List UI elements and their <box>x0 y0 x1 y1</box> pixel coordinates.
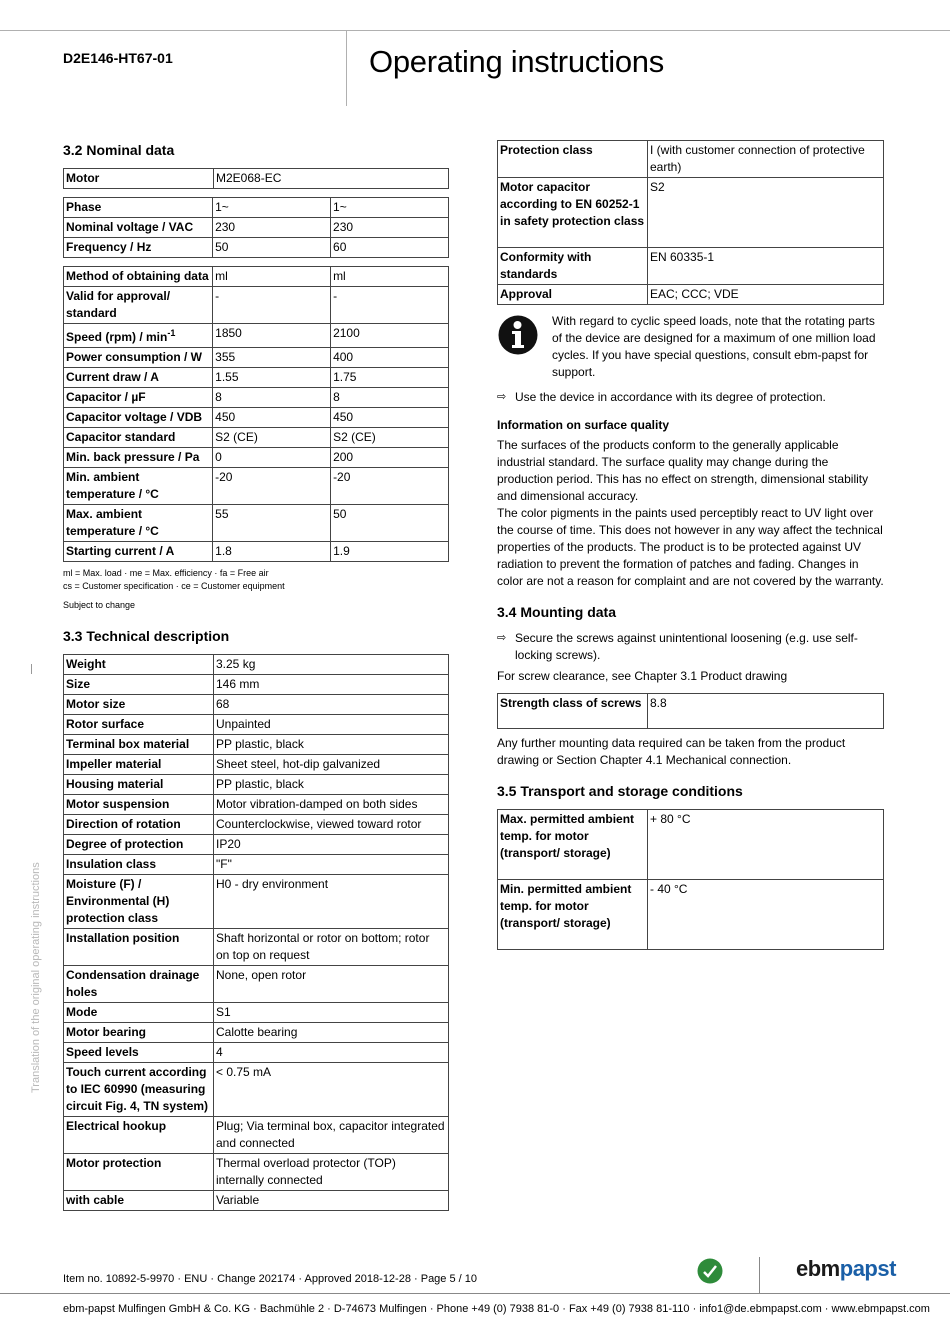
table-key: Min. ambient temperature / °C <box>64 468 213 505</box>
table-value: S2 (CE) <box>331 428 449 448</box>
arrow-bullet-icon: ⇨ <box>497 632 507 644</box>
table-value: ml <box>331 267 449 287</box>
table-row <box>64 218 449 238</box>
table-value: - 40 °C <box>648 880 884 950</box>
table-value: Thermal overload protector (TOP) internally connected <box>214 1154 449 1191</box>
table-key: Motor capacitor according to EN 60252-1 in safety protection class <box>498 178 648 248</box>
table-key: Moisture (F) / Environmental (H) protection class <box>64 875 214 929</box>
table-value: 1~ <box>331 198 449 218</box>
bullet-item <box>497 389 884 406</box>
table-value: 450 <box>213 408 331 428</box>
table-key: Electrical hookup <box>64 1117 214 1154</box>
bullet-text: Secure the screws against unintentional loosening (e.g. use self-locking screws). <box>515 631 858 662</box>
table-row <box>64 755 449 775</box>
surface-paragraph: The surfaces of the products conform to the generally applicable industrial standard. The surface quality may change during the production period. This has no effect on strength, dimensional stability and dimensional accuracy. <box>497 438 869 503</box>
table-value: 4 <box>214 1043 449 1063</box>
table-row <box>64 324 449 348</box>
table-row <box>64 267 449 287</box>
arrow-bullet-icon: ⇨ <box>497 391 507 403</box>
technical-table-continued <box>497 140 884 305</box>
abbreviation-notes <box>63 567 449 593</box>
table-key: Condensation drainage holes <box>64 966 214 1003</box>
table-value: Counterclockwise, viewed toward rotor <box>214 815 449 835</box>
table-key: Rotor surface <box>64 715 214 735</box>
table-row <box>64 428 449 448</box>
table-row <box>64 695 449 715</box>
table-value: 3.25 kg <box>214 655 449 675</box>
table-value: < 0.75 mA <box>214 1063 449 1117</box>
table-value: 8 <box>331 388 449 408</box>
ebmpapst-logo: ebmpapst <box>796 1256 896 1281</box>
table-key: Phase <box>64 198 213 218</box>
table-key: Current draw / A <box>64 368 213 388</box>
table-value: 1.55 <box>213 368 331 388</box>
table-key: Capacitor / µF <box>64 388 213 408</box>
table-key: Impeller material <box>64 755 214 775</box>
table-key: Direction of rotation <box>64 815 214 835</box>
table-row <box>498 285 884 305</box>
table-row <box>64 542 449 562</box>
technical-table <box>63 654 449 1211</box>
table-key: Approval <box>498 285 648 305</box>
table-value: Shaft horizontal or rotor on bottom; rotor on top on request <box>214 929 449 966</box>
table-value: None, open rotor <box>214 966 449 1003</box>
table-value: Calotte bearing <box>214 1023 449 1043</box>
table-value: -20 <box>213 468 331 505</box>
table-value: 450 <box>331 408 449 428</box>
table-key: Speed levels <box>64 1043 214 1063</box>
table-value: PP plastic, black <box>214 735 449 755</box>
table-value: 50 <box>213 238 331 258</box>
table-value: Motor vibration-damped on both sides <box>214 795 449 815</box>
table-value: 1850 <box>213 324 331 348</box>
table-row <box>64 715 449 735</box>
table-row <box>498 248 884 285</box>
surface-heading: Information on surface quality <box>497 418 670 432</box>
table-value: Unpainted <box>214 715 449 735</box>
table-value: 355 <box>213 348 331 368</box>
surface-paragraph: The color pigments in the paints used perceptibly react to UV light over the course of time. This does not however in any way affect the technical properties of the products. The product is to be protected against UV radiation to prevent the formation of patches and fading. Changes in color are not a reason for complaint and are not covered by the warranty. <box>497 506 884 588</box>
mounting-further-text: Any further mounting data required can be taken from the product drawing or Section Chapter 4.1 Mechanical connection. <box>497 736 846 767</box>
info-note <box>497 313 884 381</box>
table-key: Min. back pressure / Pa <box>64 448 213 468</box>
table-value: M2E068-EC <box>214 169 449 189</box>
table-key: Degree of protection <box>64 835 214 855</box>
table-key: Size <box>64 675 214 695</box>
section-heading-technical: 3.3 Technical description <box>63 628 230 644</box>
table-row <box>64 1117 449 1154</box>
table-key: with cable <box>64 1191 214 1211</box>
table-key: Weight <box>64 655 214 675</box>
table-row <box>64 1003 449 1023</box>
table-row <box>64 238 449 258</box>
table-value: 68 <box>214 695 449 715</box>
transport-table <box>497 809 884 950</box>
footer-rule <box>0 1293 950 1294</box>
table-key: Motor size <box>64 695 214 715</box>
table-value: - <box>331 287 449 324</box>
table-row <box>64 835 449 855</box>
left-column <box>63 142 449 1211</box>
table-value: 0 <box>213 448 331 468</box>
table-key: Max. permitted ambient temp. for motor (transport/ storage) <box>498 810 648 880</box>
table-key: Conformity with standards <box>498 248 648 285</box>
table-value: ml <box>213 267 331 287</box>
table-key: Min. permitted ambient temp. for motor (transport/ storage) <box>498 880 648 950</box>
table-key: Nominal voltage / VAC <box>64 218 213 238</box>
table-value: 146 mm <box>214 675 449 695</box>
table-value: + 80 °C <box>648 810 884 880</box>
table-key: Touch current according to IEC 60990 (measuring circuit Fig. 4, TN system) <box>64 1063 214 1117</box>
table-row <box>64 675 449 695</box>
table-row <box>64 468 449 505</box>
table-row <box>498 178 884 248</box>
table-key: Valid for approval/ standard <box>64 287 213 324</box>
info-text: With regard to cyclic speed loads, note that the rotating parts of the device are designed for a maximum of one million load cycles. If you have special questions, consult ebm-papst for support. <box>552 314 876 379</box>
section-heading-mounting: 3.4 Mounting data <box>497 604 616 620</box>
table-row <box>64 287 449 324</box>
table-row <box>64 408 449 428</box>
section-heading-transport: 3.5 Transport and storage conditions <box>497 783 743 799</box>
table-row <box>64 368 449 388</box>
table-value: 2100 <box>331 324 449 348</box>
table-row <box>64 1191 449 1211</box>
bullet-item <box>497 630 884 664</box>
table-value: 8.8 <box>648 694 884 729</box>
right-column <box>497 140 884 950</box>
document-id: D2E146-HT67-01 <box>63 50 173 66</box>
table-value: H0 - dry environment <box>214 875 449 929</box>
info-icon <box>498 315 538 355</box>
table-row <box>64 388 449 408</box>
table-value: -20 <box>331 468 449 505</box>
table-row <box>64 348 449 368</box>
table-value: 50 <box>331 505 449 542</box>
table-value: PP plastic, black <box>214 775 449 795</box>
table-value: 1~ <box>213 198 331 218</box>
table-row <box>64 1023 449 1043</box>
page-title: Operating instructions <box>369 44 664 79</box>
table-row <box>498 141 884 178</box>
table-value: "F" <box>214 855 449 875</box>
table-value: EAC; CCC; VDE <box>648 285 884 305</box>
table-row <box>64 1063 449 1117</box>
table-row <box>64 169 449 189</box>
table-row <box>64 855 449 875</box>
table-row <box>64 1154 449 1191</box>
table-value: Plug; Via terminal box, capacitor integrated and connected <box>214 1117 449 1154</box>
nominal-table-a <box>63 197 449 258</box>
table-key: Installation position <box>64 929 214 966</box>
table-key: Motor bearing <box>64 1023 214 1043</box>
subject-to-change: Subject to change <box>63 600 136 610</box>
table-key: Power consumption / W <box>64 348 213 368</box>
table-key: Motor protection <box>64 1154 214 1191</box>
table-key: Capacitor voltage / VDB <box>64 408 213 428</box>
table-row <box>498 810 884 880</box>
table-row <box>64 815 449 835</box>
footer-address: ebm-papst Mulfingen GmbH & Co. KG · Bachmühle 2 · D-74673 Mulfingen · Phone +49 (0) 7938 81-0 · Fax +49 (0) 7938 81-110 · info1@de.ebmpapst.com · www.ebmpapst.com <box>63 1303 930 1315</box>
table-row <box>64 448 449 468</box>
table-value: S2 <box>648 178 884 248</box>
table-value: 230 <box>213 218 331 238</box>
table-key: Motor suspension <box>64 795 214 815</box>
table-key: Starting current / A <box>64 542 213 562</box>
table-value: 200 <box>331 448 449 468</box>
table-key: Protection class <box>498 141 648 178</box>
sidebar-note: Translation of the original operating instructions <box>30 862 42 1093</box>
table-value: 1.8 <box>213 542 331 562</box>
nominal-table-b <box>63 266 449 562</box>
table-key: Capacitor standard <box>64 428 213 448</box>
table-key: Insulation class <box>64 855 214 875</box>
table-row <box>64 875 449 929</box>
table-value: EN 60335-1 <box>648 248 884 285</box>
table-value: - <box>213 287 331 324</box>
footer-divider <box>759 1257 760 1293</box>
table-value: 8 <box>213 388 331 408</box>
table-value: 400 <box>331 348 449 368</box>
header-divider <box>346 30 347 106</box>
table-value: I (with customer connection of protective earth) <box>648 141 884 178</box>
table-key: Housing material <box>64 775 214 795</box>
table-row <box>64 929 449 966</box>
screw-clearance-text: For screw clearance, see Chapter 3.1 Product drawing <box>497 669 788 683</box>
table-key: Speed $(rpm) / \min^{-1}$ <box>64 324 213 348</box>
table-row <box>498 694 884 729</box>
mounting-table <box>497 693 884 729</box>
table-row <box>64 505 449 542</box>
table-row <box>64 795 449 815</box>
table-key: Mode <box>64 1003 214 1023</box>
note-line: ml = Max. load · me = Max. efficiency · fa = Free air <box>63 568 269 578</box>
note-line: cs = Customer specification · ce = Customer equipment <box>63 581 285 591</box>
table-value: 55 <box>213 505 331 542</box>
table-row <box>64 735 449 755</box>
table-row <box>64 1043 449 1063</box>
footer-item-info: Item no. 10892-5-9970 · ENU · Change 202174 · Approved 2018-12-28 · Page 5 / 10 <box>63 1273 477 1285</box>
table-key: Terminal box material <box>64 735 214 755</box>
section-heading-nominal: 3.2 Nominal data <box>63 142 175 158</box>
table-value: Sheet steel, hot-dip galvanized <box>214 755 449 775</box>
table-row <box>64 775 449 795</box>
table-value: S2 (CE) <box>213 428 331 448</box>
table-key: Max. ambient temperature / °C <box>64 505 213 542</box>
table-key: Frequency / Hz <box>64 238 213 258</box>
table-row <box>64 655 449 675</box>
table-row <box>64 966 449 1003</box>
table-value: 1.9 <box>331 542 449 562</box>
bullet-text: Use the device in accordance with its degree of protection. <box>515 390 826 404</box>
table-key: Method of obtaining data <box>64 267 213 287</box>
motor-table <box>63 168 449 189</box>
table-value: 1.75 <box>331 368 449 388</box>
table-key: Strength class of screws <box>498 694 648 729</box>
table-value: S1 <box>214 1003 449 1023</box>
margin-mark <box>31 664 32 674</box>
table-value: Variable <box>214 1191 449 1211</box>
table-row <box>64 198 449 218</box>
greentech-badge-icon <box>697 1258 723 1284</box>
table-value: IP20 <box>214 835 449 855</box>
table-row <box>498 880 884 950</box>
table-key: Motor <box>64 169 214 189</box>
table-value: 230 <box>331 218 449 238</box>
table-value: 60 <box>331 238 449 258</box>
header-rule <box>0 30 950 31</box>
